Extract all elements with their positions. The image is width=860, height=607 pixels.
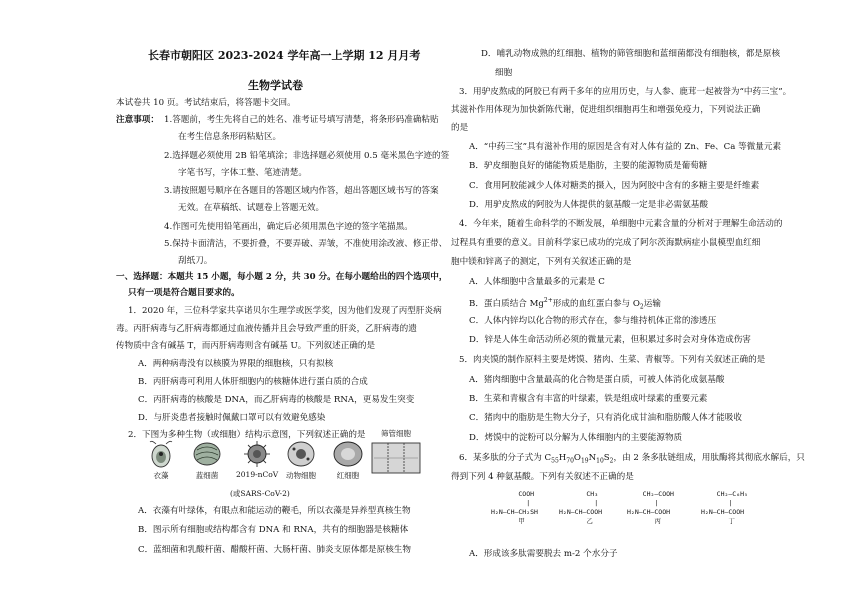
coronavirus-label: 2019-nCoV <box>236 470 279 479</box>
q4-stem: 4．今年来，随着生命科学的不断发展，单细胞中元素含量的分析对于理解生命活动的 <box>459 219 783 229</box>
exam-title: 长春市朝阳区 2023-2024 学年高一上学期 12 月月考 <box>148 49 421 62</box>
q2-option: B．图示所有细胞或结构都含有 DNA 和 RNA，共有的细胞器是核糖体 <box>138 525 409 535</box>
note-line: 3.请按照题号顺序在各题目的答题区域内作答，超出答题区域书写的答案 <box>164 186 439 196</box>
note-line: 5.保持卡面清洁，不要折叠，不要弄破、弄皱，不准使用涂改液、修正带、 <box>164 239 448 249</box>
intro-text: 本试卷共 10 页。考试结束后，将答题卡交回。 <box>116 98 296 108</box>
q1-stem: 毒。丙肝病毒与乙肝病毒都通过血液传播并且会导致严重的肝炎，乙肝病毒的遗 <box>116 324 417 334</box>
q4-option-b <box>469 295 661 314</box>
q3-option: A．“中药三宝”具有滋补作用的原因是含有对人体有益的 Zn、Fe、Ca 等微量元素 <box>469 142 782 152</box>
q4-option-b-end: 运输 <box>643 298 661 309</box>
note-line: 在考生信息条形码粘贴区。 <box>178 132 282 142</box>
formula-sub: 55 <box>551 457 559 465</box>
q3-option: C．食用阿胶能减少人体对糖类的摄入，因为阿胶中含有的多糖主要是纤维素 <box>469 181 760 191</box>
formula-el: O <box>573 453 581 463</box>
amino-acid-ding: CH₂—C₆H₅ | H₂N—CH—COOH 丁 <box>701 490 748 525</box>
formula-sub: 10 <box>596 457 604 465</box>
amino-acid-yi: CH₃ | H₂N—CH—COOH 乙 <box>559 490 603 525</box>
chlamydomonas-figure <box>148 440 174 481</box>
q4-option-b-text: B．蛋白质结合 Mg <box>469 298 544 309</box>
note-line: 1.答题前，考生先将自己的姓名、准考证号填写清楚，将条形码准确粘贴 <box>164 115 439 125</box>
q2-option-d: 细胞 <box>495 68 513 78</box>
animal-cell-label: 动物细胞 <box>286 471 316 480</box>
q4-option-b-rest: 形成的血红蛋白参与 O <box>552 298 640 309</box>
q1-stem: 1．2020 年，三位科学家共享诺贝尔生理学或医学奖，因为他们发现了丙型肝炎病 <box>128 306 442 316</box>
amino-name: 乙 <box>586 517 593 525</box>
q5-option: D．烤馍中的淀粉可以分解为人体细胞内的主要能源物质 <box>469 433 683 443</box>
formula-sub: 19 <box>580 457 589 465</box>
formula-sub: 2 <box>609 457 614 465</box>
note-line: 刮纸刀。 <box>178 256 213 266</box>
formula-el: S <box>603 453 610 463</box>
q3-stem: 的是 <box>451 123 469 133</box>
q3-stem: 其滋补作用体现为加快新陈代谢，促进组织细胞再生和增强免疫力，下列说法正确 <box>451 105 761 115</box>
chlamydomonas-label: 衣藻 <box>153 471 169 480</box>
q5-stem: 5．肉夹馍的制作原料主要是烤馍、猪肉、生菜、青椒等。下列有关叙述正确的是 <box>459 355 766 365</box>
q3-stem: 3．用驴皮熬成的阿胶已有两千多年的应用历史，与人参、鹿茸一起被誉为“中药三宝”。 <box>459 87 792 97</box>
amino-name: 丁 <box>728 517 735 525</box>
amino-name: 甲 <box>518 517 525 525</box>
q6-stem <box>459 452 805 468</box>
note-line: 4.作图可先使用铅笔画出，确定后必须用黑色字迹的签字笔描黑。 <box>164 222 413 232</box>
q5-option: A．猪肉细胞中含量最高的化合物是蛋白质，可被人体消化成氨基酸 <box>469 375 725 385</box>
q6-stem-a: 6．某多肽的分子式为 C <box>459 453 552 463</box>
amino-acid-jia: COOH | H₂N—CH—CH₂SH 甲 <box>491 490 538 525</box>
q4-subscript: 2 <box>639 303 644 311</box>
amino-acid-bing: CH₂—COOH | H₂N—CH—COOH 丙 <box>627 490 674 525</box>
coronavirus-figure <box>236 440 278 479</box>
note-line: 无效。在草稿纸、试题卷上答题无效。 <box>178 203 325 213</box>
q2-option: A．衣藻有叶绿体，有眼点和能运动的鞭毛，所以衣藻是异养型真核生物 <box>138 506 411 516</box>
q2-option: C．蓝细菌和乳酸杆菌、醋酸杆菌、大肠杆菌、肺炎支原体都是原核生物 <box>138 545 411 555</box>
q2-stem: 2．下图为多种生物（或细胞）结构示意图，下列叙述正确的是 <box>128 430 366 440</box>
formula-sub: 70 <box>566 457 574 465</box>
q4-stem: 胞中镁和锌离子的测定，下列有关叙述正确的是 <box>451 257 632 267</box>
exam-subtitle: 生物学试卷 <box>248 79 303 92</box>
q6-stem: 得到下列 4 种氨基酸。下列有关叙述不正确的是 <box>451 472 634 482</box>
q1-option: D．与肝炎患者接触时佩戴口罩可以有效避免感染 <box>138 413 326 423</box>
q2-option-d: D．哺乳动物成熟的红细胞、植物的筛管细胞和蓝细菌都没有细胞核，都是原核 <box>481 49 781 59</box>
section-heading: 只有一项是符合题目要求的。 <box>128 288 240 298</box>
q6-option: A．形成该多肽需要脱去 m-2 个水分子 <box>469 549 618 559</box>
q4-stem: 过程具有重要的意义。目前科学家已成功的完成了阿尔茨海默病症小鼠模型血红细 <box>451 238 761 248</box>
sieve-tube-figure <box>370 428 422 475</box>
formula-el: H <box>558 453 567 463</box>
formula-el: N <box>588 453 597 463</box>
q1-option: B．丙肝病毒可利用人体肝细胞内的核糖体进行蛋白质的合成 <box>138 377 368 387</box>
cyanobacteria-figure <box>192 440 222 481</box>
coronavirus-alt-label: (或SARS-CoV-2) <box>230 489 290 498</box>
q5-option: B．生菜和青椒含有丰富的叶绿素，铁是组成叶绿素的重要元素 <box>469 394 708 404</box>
animal-cell-figure <box>286 440 316 481</box>
q6-stem-b: ，由 2 条多肽链组成，用肽酶将其彻底水解后，只 <box>613 453 805 463</box>
cyanobacteria-label: 蓝细菌 <box>195 471 219 480</box>
red-blood-cell-figure <box>332 440 364 481</box>
q3-option: B．驴皮细胞良好的储能物质是脂肪，主要的能源物质是葡萄糖 <box>469 161 708 171</box>
q4-option: A．人体细胞中含量最多的元素是 C <box>469 277 605 287</box>
sieve-tube-label: 筛管细胞 <box>381 429 411 438</box>
note-line: 字笔书写，字体工整、笔迹清楚。 <box>178 168 307 178</box>
q4-superscript: 2+ <box>543 297 553 304</box>
q4-option: D．锌是人体生命活动所必须的微量元素，但积累过多时会对身体造成伤害 <box>469 335 751 345</box>
red-blood-cell-label: 红细胞 <box>336 471 360 480</box>
note-line: 2.选择题必须使用 2B 铅笔填涂；非选择题必须使用 0.5 毫米黑色字迹的签 <box>164 151 450 161</box>
notes-label: 注意事项： <box>116 115 159 125</box>
amino-name: 丙 <box>654 517 661 525</box>
q1-option: A．两种病毒没有以核膜为界限的细胞核，只有拟核 <box>138 359 334 369</box>
q4-option: C．人体内锌均以化合物的形式存在，参与维持机体正常的渗透压 <box>469 316 717 326</box>
q1-stem: 传物质中含有碱基 T，而丙肝病毒则含有碱基 U。下列叙述正确的是 <box>116 341 376 351</box>
q5-option: C．猪肉中的脂肪是生物大分子，只有消化成甘油和脂肪酸人体才能吸收 <box>469 413 742 423</box>
q1-option: C．丙肝病毒的核酸是 DNA，而乙肝病毒的核酸是 RNA，更易发生突变 <box>138 395 415 405</box>
q3-option: D．用驴皮熬成的阿胶为人体提供的氨基酸一定是非必需氨基酸 <box>469 200 708 210</box>
section-heading: 一、选择题：本题共 15 小题，每小题 2 分，共 30 分。在每小题给出的四个选项中， <box>116 272 448 282</box>
